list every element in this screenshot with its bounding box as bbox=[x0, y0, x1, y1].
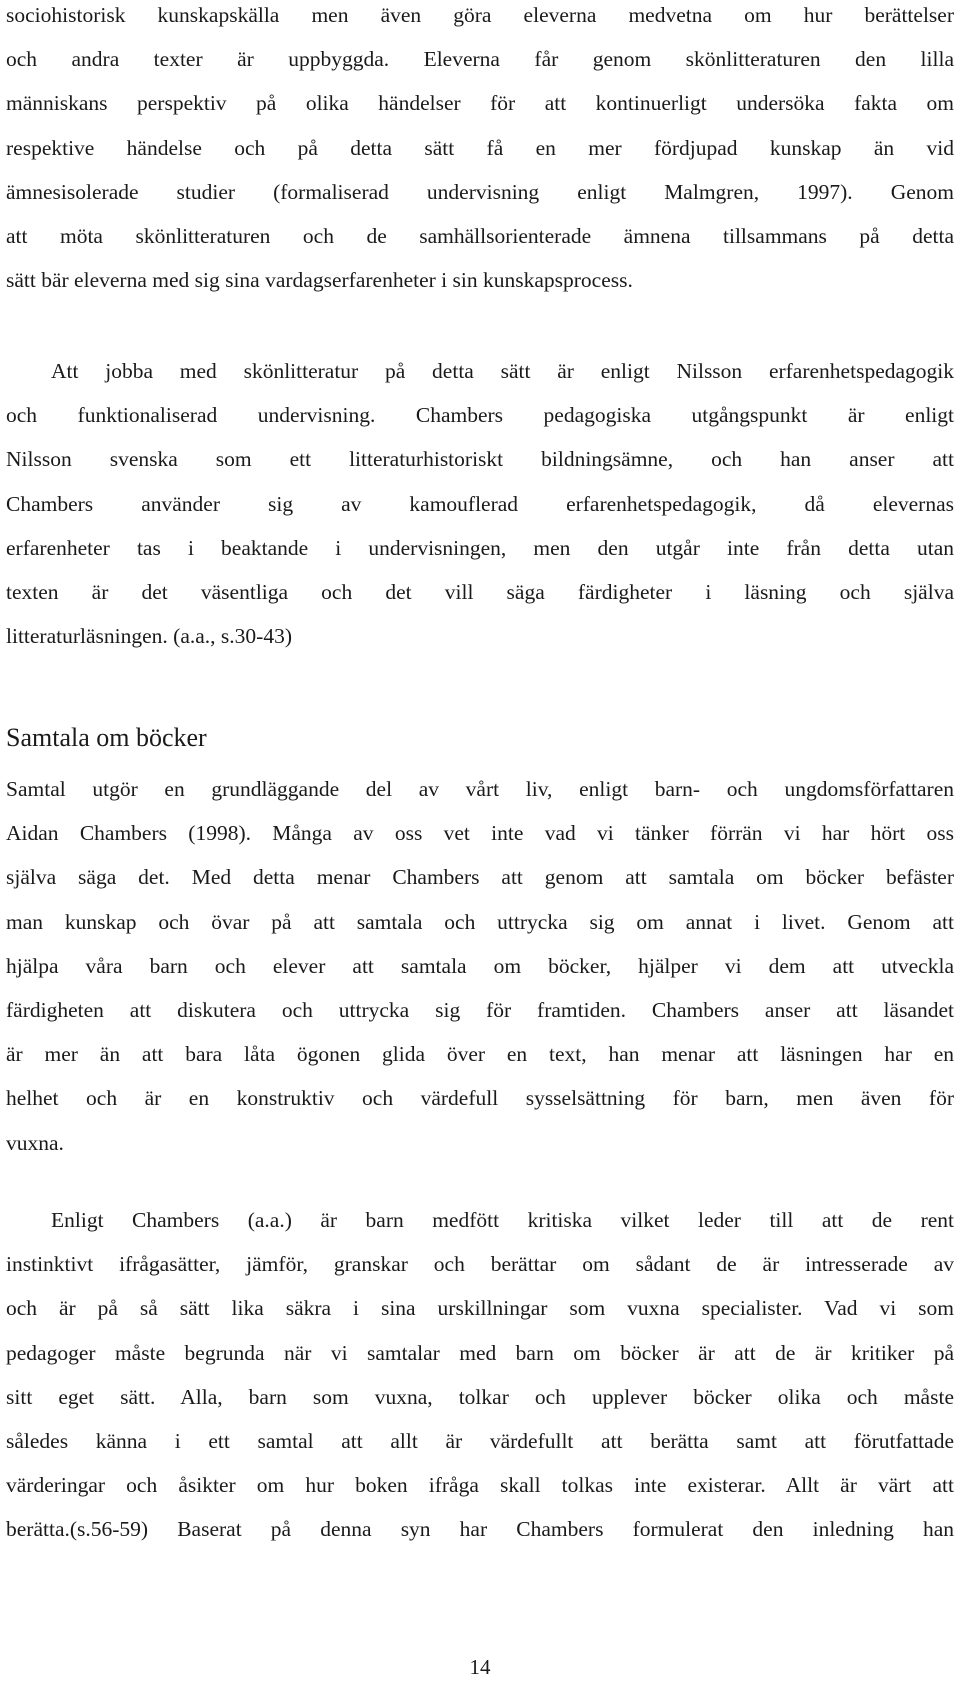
text-line: sitt eget sätt. Alla, barn som vuxna, tolkar och upplever böcker olika och måste bbox=[6, 1384, 954, 1409]
paragraph-4 bbox=[6, 1198, 954, 1552]
text-line: ämnesisolerade studier (formaliserad undervisning enligt Malmgren, 1997). Genom bbox=[6, 179, 954, 204]
text-line: man kunskap och övar på att samtala och uttrycka sig om annat i livet. Genom att bbox=[6, 909, 954, 934]
text-line: således känna i ett samtal att allt är värdefullt att berätta samt att förutfattade bbox=[6, 1429, 954, 1454]
paragraph-3 bbox=[6, 767, 954, 1165]
text-line: själva säga det. Med detta menar Chambers att genom att samtala om böcker befäster bbox=[6, 865, 954, 890]
text-line: Enligt Chambers (a.a.) är barn medfött kritiska vilket leder till att de rent bbox=[51, 1208, 954, 1232]
text-line: litteraturläsningen. (a.a., s.30-43) bbox=[6, 624, 292, 649]
text-line: Chambers använder sig av kamouflerad erfarenhetspedagogik, då elevernas bbox=[6, 491, 954, 516]
text-line: människans perspektiv på olika händelser för att kontinuerligt undersöka fakta om bbox=[6, 91, 954, 116]
text-line: och är på så sätt lika säkra i sina urskillningar som vuxna specialister. Vad vi som bbox=[6, 1296, 954, 1321]
section-heading: Samtala om böcker bbox=[6, 723, 207, 752]
text-line: respektive händelse och på detta sätt få en mer fördjupad kunskap än vid bbox=[6, 135, 954, 160]
text-line: värderingar och åsikter om hur boken ifråga skall tolkas inte existerar. Allt är värt att bbox=[6, 1473, 954, 1498]
text-line: hjälpa våra barn och elever att samtala om böcker, hjälper vi dem att utveckla bbox=[6, 953, 954, 978]
text-line: färdigheten att diskutera och uttrycka sig för framtiden. Chambers anser att läsandet bbox=[6, 998, 954, 1023]
text-line: att möta skönlitteraturen och de samhällsorienterade ämnena tillsammans på detta bbox=[6, 224, 954, 249]
text-line: Samtal utgör en grundläggande del av vårt liv, enligt barn- och ungdomsförfattaren bbox=[6, 777, 954, 801]
text-line: berätta.(s.56-59) Baserat på denna syn har Chambers formulerat den inledning han bbox=[6, 1517, 954, 1542]
text-line: pedagoger måste begrunda när vi samtalar med barn om böcker är att de är kritiker på bbox=[6, 1340, 954, 1365]
page-number: 14 bbox=[469, 1655, 491, 1679]
text-line: vuxna. bbox=[6, 1130, 64, 1155]
text-line: erfarenheter tas i beaktande i undervisningen, men den utgår inte från detta utan bbox=[6, 535, 954, 560]
text-line: sätt bär eleverna med sig sina vardagserfarenheter i sin kunskapsprocess. bbox=[6, 268, 633, 293]
text-line: Nilsson svenska som ett litteraturhistoriskt bildningsämne, och han anser att bbox=[6, 447, 954, 472]
text-line: Att jobba med skönlitteratur på detta sätt är enligt Nilsson erfarenhetspedagogik bbox=[51, 359, 954, 383]
paragraph-1 bbox=[6, 0, 954, 302]
text-line: och andra texter är uppbyggda. Eleverna får genom skönlitteraturen den lilla bbox=[6, 47, 954, 72]
text-line: helhet och är en konstruktiv och värdefull sysselsättning för barn, men även för bbox=[6, 1086, 954, 1111]
text-line: Aidan Chambers (1998). Många av oss vet inte vad vi tänker förrän vi har hört oss bbox=[6, 821, 954, 846]
paragraph-2 bbox=[6, 349, 954, 658]
text-line: är mer än att bara låta ögonen glida över en text, han menar att läsningen har en bbox=[6, 1042, 954, 1067]
text-line: och funktionaliserad undervisning. Chambers pedagogiska utgångspunkt är enligt bbox=[6, 403, 954, 428]
text-line: instinktivt ifrågasätter, jämför, granskar och berättar om sådant de är intresserade av bbox=[6, 1252, 954, 1277]
text-line: sociohistorisk kunskapskälla men även göra eleverna medvetna om hur berättelser bbox=[6, 3, 954, 27]
text-line: texten är det väsentliga och det vill säga färdigheter i läsning och själva bbox=[6, 580, 954, 605]
